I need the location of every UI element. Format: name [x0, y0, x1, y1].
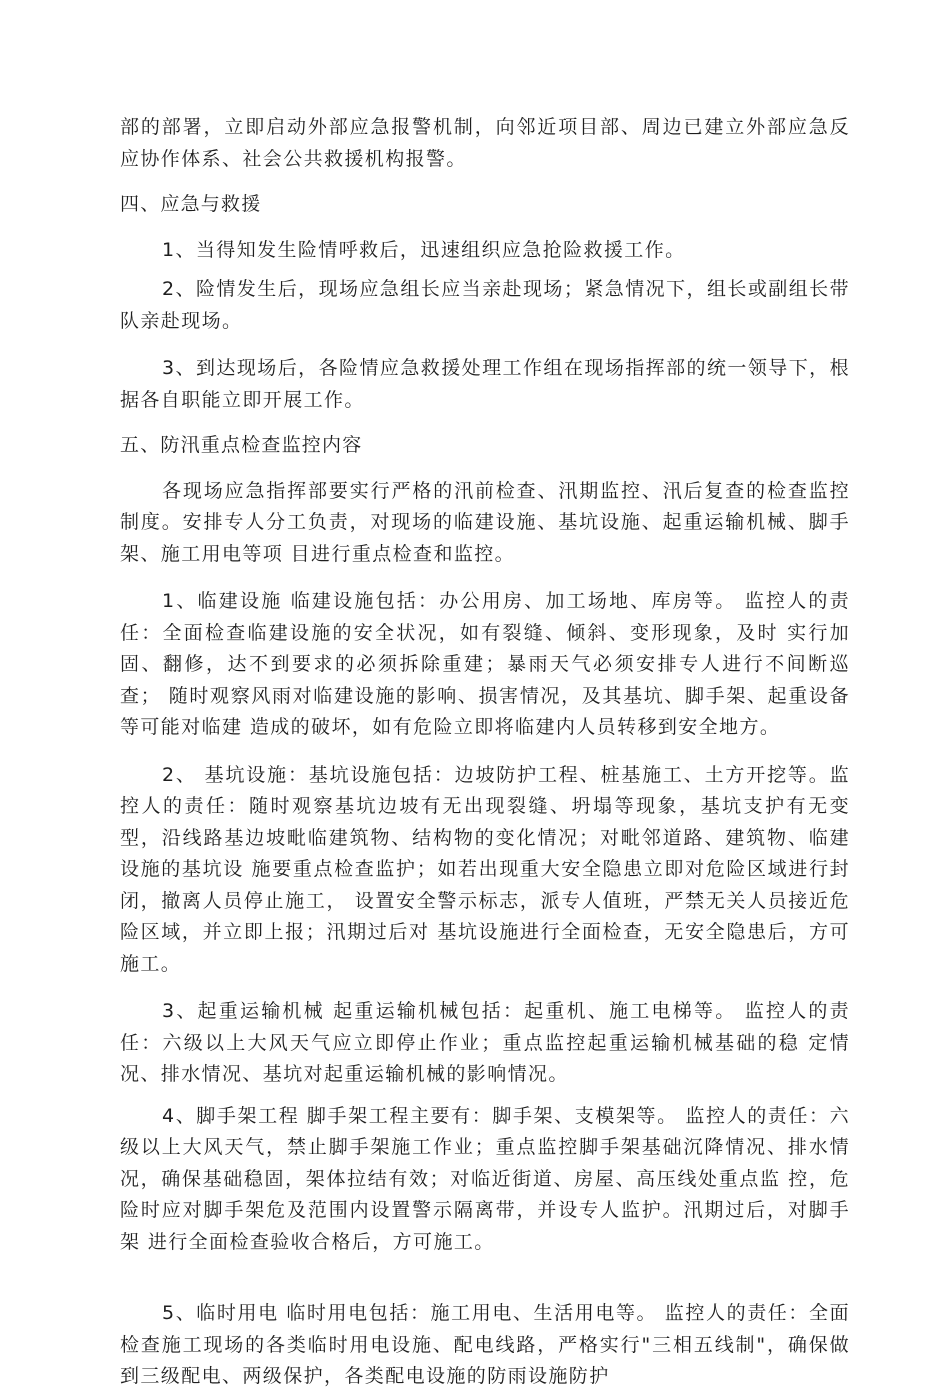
- rescue-item-3: 3、到达现场后，各险情应急救援处理工作组在现场指挥部的统一领导下，根据各自职能立即开展工作。: [120, 357, 850, 411]
- section-heading-emergency-rescue: 四、应急与救援: [120, 193, 262, 215]
- inspection-item-temporary-facilities: 1、临建设施 临建设施包括：办公用房、加工场地、库房等。 监控人的责任：全面检查临建设施的安全状况，如有裂缝、倾斜、变形现象，及时 实行加固、翻修，达不到要求的必须拆除重建；暴雨天气必须安排专人进行不间断巡查； 随时观察风雨对临建设施的影响、损害情况，及其基坑、脚手架、起重设备等可能对临建 造成的破坏，如有危险立即将临建内人员转移到安全地方。: [120, 590, 850, 738]
- inspection-item-lifting-machinery: 3、起重运输机械 起重运输机械包括：起重机、施工电梯等。 监控人的责任：六级以上大风天气应立即停止作业；重点监控起重运输机械基础的稳 定情况、排水情况、基坑对起重运输机械的影响情况。: [120, 1000, 850, 1085]
- paragraph-continuation: 部的部署，立即启动外部应急报警机制，向邻近项目部、周边已建立外部应急反应协作体系、社会公共救援机构报警。: [120, 116, 850, 170]
- section-heading-flood-inspection: 五、防汛重点检查监控内容: [120, 434, 363, 456]
- rescue-item-1: 1、当得知发生险情呼救后，迅速组织应急抢险救援工作。: [162, 238, 686, 261]
- document-body: [120, 112, 850, 1393]
- inspection-item-foundation-pit: 2、 基坑设施：基坑设施包括：边坡防护工程、桩基施工、土方开挖等。监控人的责任：随时观察基坑边坡有无出现裂缝、坍塌等现象，基坑支护有无变型，沿线路基边坡毗临建筑物、结构物的变化情况；对毗邻道路、建筑物、临建设施的基坑设 施要重点检查监护；如若出现重大安全隐患立即对危险区域进行封闭，撤离人员停止施工， 设置安全警示标志，派专人值班，严禁无关人员接近危险区域，并立即上报；汛期过后对 基坑设施进行全面检查，无安全隐患后，方可施工。: [120, 763, 850, 975]
- inspection-item-temporary-power: 5、临时用电 临时用电包括：施工用电、生活用电等。 监控人的责任：全面检查施工现场的各类临时用电设施、配电线路，严格实行"三相五线制"，确保做到三级配电、两级保护，各类配电设施的防雨设施防护: [120, 1302, 850, 1387]
- rescue-item-2: 2、险情发生后，现场应急组长应当亲赴现场；紧急情况下，组长或副组长带队亲赴现场。: [120, 278, 850, 332]
- inspection-item-scaffolding: 4、脚手架工程 脚手架工程主要有：脚手架、支模架等。 监控人的责任：六级以上大风天气，禁止脚手架施工作业；重点监控脚手架基础沉降情况、排水情况，确保基础稳固，架体拉结有效；对临近街道、房屋、高压线处重点监 控，危险时应对脚手架危及范围内设置警示隔离带，并设专人监护。汛期过后，对脚手架 进行全面检查验收合格后，方可施工。: [120, 1104, 850, 1253]
- inspection-intro-paragraph: 各现场应急指挥部要实行严格的汛前检查、汛期监控、汛后复查的检查监控制度。安排专人分工负责，对现场的临建设施、基坑设施、起重运输机械、脚手架、施工用电等项 目进行重点检查和监控。: [120, 479, 850, 565]
